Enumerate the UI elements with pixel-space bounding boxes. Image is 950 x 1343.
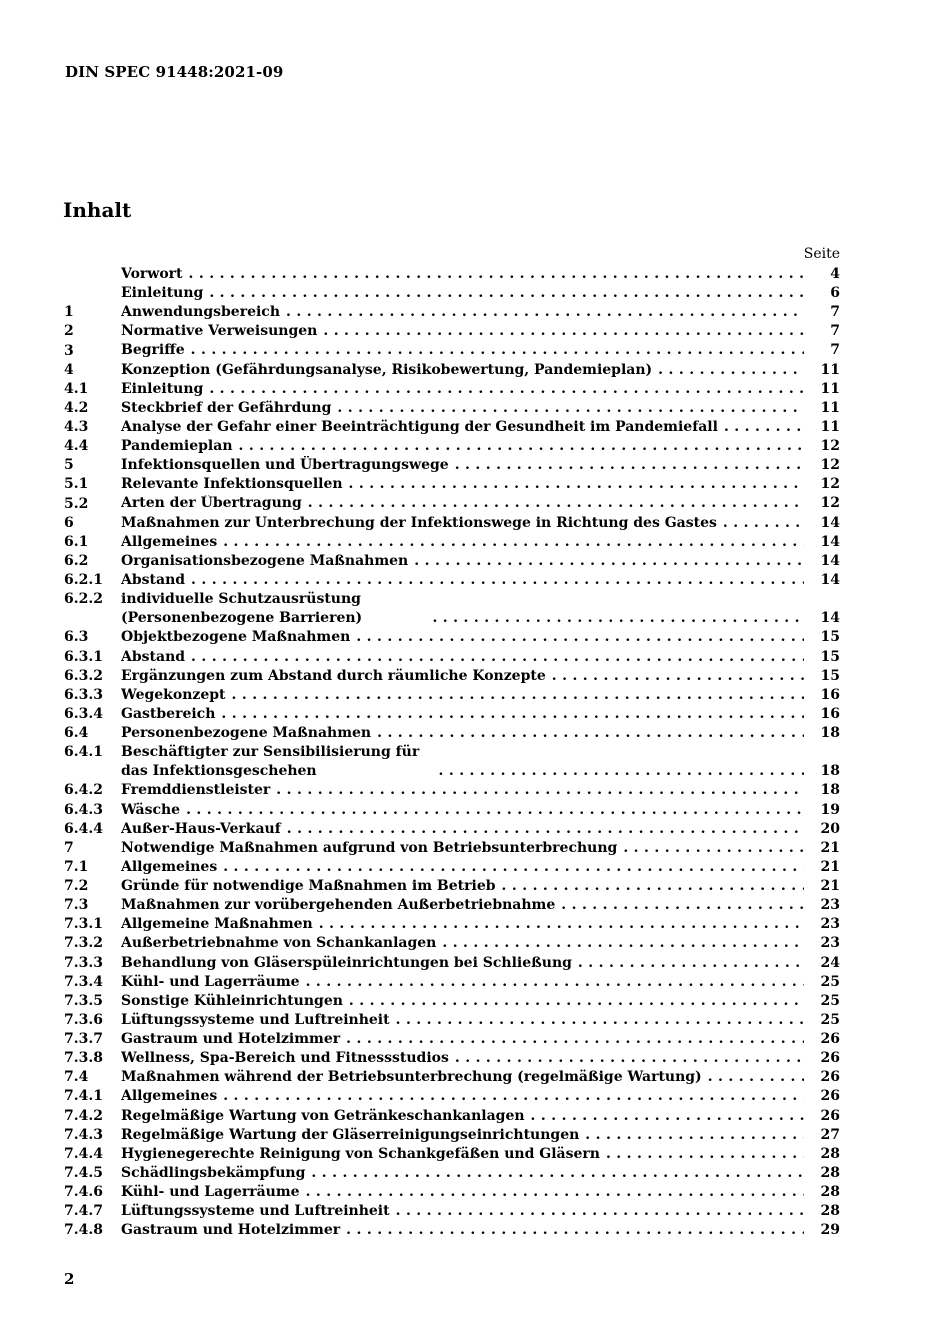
toc-entry-page: 26 bbox=[820, 1050, 840, 1067]
toc-entry-text bbox=[121, 361, 804, 380]
toc-entry[interactable] bbox=[64, 1164, 840, 1183]
toc-entry[interactable] bbox=[64, 724, 840, 743]
dot-leader bbox=[286, 303, 804, 322]
toc-entry-number: 7.4.1 bbox=[64, 1088, 103, 1105]
toc-entry[interactable] bbox=[64, 973, 840, 992]
toc-entry-text bbox=[121, 399, 804, 418]
toc-entry-text bbox=[121, 1126, 804, 1145]
toc-entry-text bbox=[121, 380, 804, 399]
toc-entry-label: Objektbezogene Maßnahmen bbox=[121, 629, 351, 646]
toc-entry-page: 28 bbox=[820, 1145, 840, 1162]
toc-entry[interactable] bbox=[64, 475, 840, 494]
toc-entry-page: 12 bbox=[820, 438, 840, 455]
toc-entry-page: 29 bbox=[820, 1222, 840, 1239]
toc-entry[interactable] bbox=[64, 628, 840, 647]
dot-leader bbox=[319, 915, 804, 934]
toc-entry[interactable] bbox=[64, 781, 840, 800]
toc-entry-number: 6.3.4 bbox=[64, 705, 103, 722]
dot-leader bbox=[306, 973, 804, 992]
toc-entry-label: Infektionsquellen und Übertragungswege bbox=[121, 457, 449, 474]
toc-entry-text bbox=[121, 954, 804, 973]
toc-entry-number: 7.4.3 bbox=[64, 1126, 103, 1143]
toc-entry-label: Allgemeines bbox=[121, 858, 218, 875]
toc-entry-text bbox=[121, 475, 804, 494]
toc-entry-number: 7.4 bbox=[64, 1069, 89, 1086]
toc-entry-page: 26 bbox=[820, 1107, 840, 1124]
toc-entry-page: 15 bbox=[820, 648, 840, 665]
toc-entry-label: Schädlingsbekämpfung bbox=[121, 1164, 306, 1181]
toc-entry-label: Begriffe bbox=[121, 342, 185, 359]
dot-leader bbox=[191, 342, 804, 361]
toc-entry-label: Regelmäßige Wartung der Gläserreinigungseinrichtungen bbox=[121, 1126, 580, 1143]
dot-leader bbox=[724, 418, 804, 437]
dot-leader bbox=[377, 724, 804, 743]
toc-entry-text bbox=[121, 1107, 804, 1126]
toc-entry-label: Allgemeine Maßnahmen bbox=[121, 916, 313, 933]
dot-leader bbox=[337, 399, 804, 418]
toc-entry[interactable] bbox=[64, 265, 840, 284]
toc-entry[interactable] bbox=[64, 495, 840, 514]
toc-entry-text bbox=[121, 839, 804, 858]
toc-entry-label: Fremddienstleister bbox=[121, 782, 271, 799]
toc-entry-number: 7.4.4 bbox=[64, 1145, 103, 1162]
toc-entry[interactable] bbox=[64, 896, 840, 915]
dot-leader bbox=[349, 992, 804, 1011]
toc-entry[interactable] bbox=[64, 284, 840, 303]
toc-entry-number: 6.1 bbox=[64, 533, 89, 550]
toc-entry-text bbox=[121, 628, 804, 647]
toc-entry-label: Gastraum und Hotelzimmer bbox=[121, 1222, 341, 1239]
toc-entry-page: 26 bbox=[820, 1031, 840, 1048]
dot-leader bbox=[396, 1011, 804, 1030]
toc-entry-page: 19 bbox=[820, 801, 840, 818]
toc-entry-page: 27 bbox=[820, 1126, 840, 1143]
toc-entry-text bbox=[121, 284, 804, 303]
toc-entry-text bbox=[121, 533, 804, 552]
dot-leader bbox=[311, 1164, 804, 1183]
toc-entry-label: Organisationsbezogene Maßnahmen bbox=[121, 552, 409, 569]
toc-entry-label: Konzeption (Gefährdungsanalyse, Risikobewertung, Pandemieplan) bbox=[121, 361, 653, 378]
dot-leader bbox=[239, 437, 805, 456]
toc-entry-label: Außer-Haus-Verkauf bbox=[121, 820, 281, 837]
toc-entry-text bbox=[121, 1049, 804, 1068]
toc-entry-label: Einleitung bbox=[121, 285, 204, 302]
toc-entry-number: 3 bbox=[64, 342, 74, 359]
toc-entry-label: Maßnahmen zur Unterbrechung der Infektionswege in Richtung des Gastes bbox=[121, 514, 717, 531]
toc-entry[interactable] bbox=[64, 705, 840, 724]
document-header: DIN SPEC 91448:2021-09 bbox=[65, 63, 284, 81]
toc-entry[interactable] bbox=[64, 514, 840, 533]
toc-entry-number: 7.3.2 bbox=[64, 935, 103, 952]
toc-entry-page: 16 bbox=[820, 686, 840, 703]
toc-entry-number: 7.4.6 bbox=[64, 1184, 103, 1201]
page-number: 2 bbox=[64, 1270, 75, 1288]
toc-entry[interactable] bbox=[64, 437, 840, 456]
toc-entry-page: 11 bbox=[820, 399, 840, 416]
toc-entry-text bbox=[121, 437, 804, 456]
toc-entry-label: Allgemeines bbox=[121, 1088, 218, 1105]
dot-leader bbox=[578, 954, 804, 973]
toc-entry-page: 21 bbox=[820, 858, 840, 875]
toc-entry-page: 25 bbox=[820, 1011, 840, 1028]
toc-entry[interactable] bbox=[64, 686, 840, 705]
toc-entry-text bbox=[121, 322, 804, 341]
dot-leader bbox=[708, 1068, 804, 1087]
toc-entry-number: 6.3.3 bbox=[64, 686, 103, 703]
toc-entry[interactable] bbox=[64, 322, 840, 341]
toc-entry-label: Normative Verweisungen bbox=[121, 323, 318, 340]
toc-entry-number: 4.4 bbox=[64, 438, 89, 455]
toc-entry-page: 26 bbox=[820, 1069, 840, 1086]
toc-entry-text bbox=[121, 820, 804, 839]
toc-entry-label: Steckbrief der Gefährdung bbox=[121, 399, 332, 416]
dot-leader bbox=[414, 552, 804, 571]
toc-entry-number: 4 bbox=[64, 361, 74, 378]
toc-entry-text bbox=[121, 303, 804, 322]
dot-leader bbox=[186, 801, 804, 820]
toc-entry-page: 14 bbox=[820, 514, 840, 531]
toc-entry-text bbox=[121, 1221, 804, 1240]
toc-entry-page: 7 bbox=[830, 342, 840, 359]
toc-entry-number: 6.4.2 bbox=[64, 782, 103, 799]
toc-entry[interactable] bbox=[64, 743, 840, 781]
toc-entry-text bbox=[121, 342, 804, 361]
toc-entry-page: 20 bbox=[820, 820, 840, 837]
toc-entry-label: Behandlung von Gläserspüleinrichtungen bei Schließung bbox=[121, 954, 572, 971]
toc-entry-text bbox=[121, 858, 804, 877]
toc-entry-text bbox=[121, 265, 804, 284]
toc-entry-label: Vorwort bbox=[121, 265, 183, 282]
toc-entry-label: Sonstige Kühleinrichtungen bbox=[121, 992, 343, 1009]
toc-entry-number: 7.3.3 bbox=[64, 954, 103, 971]
dot-leader bbox=[455, 1049, 804, 1068]
toc-entry-number: 7.3.4 bbox=[64, 973, 103, 990]
toc-entry-text bbox=[121, 973, 804, 992]
toc-entry[interactable] bbox=[64, 456, 840, 475]
toc-entry-label: Wäsche bbox=[121, 801, 181, 818]
toc-entry[interactable] bbox=[64, 858, 840, 877]
toc-entry-text bbox=[121, 781, 804, 800]
toc-entry[interactable] bbox=[64, 380, 840, 399]
toc-entry-number: 7.3.8 bbox=[64, 1050, 103, 1067]
toc-entry-page: 14 bbox=[820, 610, 840, 627]
toc-entry-number: 4.1 bbox=[64, 380, 89, 397]
toc-entry-page: 23 bbox=[820, 935, 840, 952]
toc-entry-text bbox=[121, 915, 804, 934]
toc-entry-page: 14 bbox=[820, 552, 840, 569]
toc-entry-page: 12 bbox=[820, 495, 840, 512]
toc-entry-text bbox=[121, 801, 804, 820]
toc-entry-text bbox=[121, 1202, 804, 1221]
toc-entry-number: 6.3.1 bbox=[64, 648, 103, 665]
toc-entry-page: 23 bbox=[820, 897, 840, 914]
toc-entry-number: 7.2 bbox=[64, 878, 89, 895]
dot-leader bbox=[346, 1030, 804, 1049]
toc-entry-page: 18 bbox=[820, 782, 840, 799]
page-title: Inhalt bbox=[63, 198, 132, 222]
toc-entry-label: Einleitung bbox=[121, 380, 204, 397]
dot-leader bbox=[191, 571, 804, 590]
toc-entry-text bbox=[121, 648, 804, 667]
toc-entry-page: 21 bbox=[820, 878, 840, 895]
toc-entry[interactable] bbox=[64, 954, 840, 973]
toc-entry-page: 18 bbox=[820, 725, 840, 741]
toc-entry-number: 4.2 bbox=[64, 399, 89, 416]
toc-entry-page: 12 bbox=[820, 476, 840, 493]
toc-entry-label: Abstand bbox=[121, 648, 186, 665]
toc-entry-number: 6.2.2 bbox=[64, 591, 103, 608]
toc-entry[interactable] bbox=[64, 820, 840, 839]
toc-entry[interactable] bbox=[64, 533, 840, 552]
toc-entry[interactable] bbox=[64, 801, 840, 820]
toc-entry[interactable] bbox=[64, 1145, 840, 1164]
toc-entry-label: Abstand bbox=[121, 571, 186, 588]
dot-leader bbox=[502, 877, 804, 896]
toc-entry-label: Beschäftigter zur Sensibilisierung für das Infektionsgeschehen bbox=[121, 744, 420, 780]
toc-entry-number: 6.3.2 bbox=[64, 667, 103, 684]
toc-entry-text bbox=[121, 418, 804, 437]
toc-entry-number: 7.4.8 bbox=[64, 1222, 103, 1239]
dot-leader bbox=[396, 1202, 804, 1221]
toc-entry-number: 6.3 bbox=[64, 629, 89, 646]
toc-entry-label: Personenbezogene Maßnahmen bbox=[121, 725, 372, 741]
toc-entry-label: Wellness, Spa-Bereich und Fitnessstudios bbox=[121, 1050, 449, 1067]
toc-entry-number: 6.4 bbox=[64, 725, 89, 742]
toc-entry[interactable] bbox=[64, 1221, 840, 1240]
toc-entry-number: 6.4.3 bbox=[64, 801, 103, 818]
dot-leader bbox=[223, 1087, 804, 1106]
toc-entry[interactable] bbox=[64, 1087, 840, 1106]
toc-entry-number bbox=[64, 284, 121, 303]
toc-entry-number: 6.4.4 bbox=[64, 820, 103, 837]
toc-entry-number: 7.3.1 bbox=[64, 916, 103, 933]
toc-entry-label: Hygienegerechte Reinigung von Schankgefäßen und Gläsern bbox=[121, 1145, 600, 1162]
toc-entry[interactable] bbox=[64, 934, 840, 953]
dot-leader bbox=[455, 456, 804, 475]
toc-entry[interactable] bbox=[64, 667, 840, 686]
toc-entry[interactable] bbox=[64, 342, 840, 361]
toc-entry[interactable] bbox=[64, 1011, 840, 1030]
table-of-contents bbox=[64, 265, 840, 1240]
dot-leader bbox=[432, 609, 804, 628]
toc-entry[interactable] bbox=[64, 1068, 840, 1087]
seite-label: Seite bbox=[803, 246, 840, 262]
toc-entry-label: Kühl- und Lagerräume bbox=[121, 1184, 300, 1201]
toc-entry-label: Notwendige Maßnahmen aufgrund von Betriebsunterbrechung bbox=[121, 839, 618, 856]
toc-entry-text bbox=[121, 1068, 804, 1087]
dot-leader bbox=[723, 514, 804, 533]
toc-entry-number: 5.1 bbox=[64, 476, 89, 493]
toc-entry-label: Arten der Übertragung bbox=[121, 495, 302, 512]
toc-entry-text bbox=[121, 686, 804, 705]
toc-entry-text bbox=[121, 705, 804, 724]
toc-entry-number: 6 bbox=[64, 514, 74, 531]
dot-leader bbox=[531, 1107, 804, 1126]
toc-entry-page: 12 bbox=[820, 457, 840, 474]
toc-entry[interactable] bbox=[64, 1183, 840, 1202]
toc-entry-label: Gastraum und Hotelzimmer bbox=[121, 1031, 341, 1048]
toc-entry[interactable] bbox=[64, 1202, 840, 1221]
toc-entry-page: 28 bbox=[820, 1203, 840, 1220]
toc-entry-number: 7.4.2 bbox=[64, 1107, 103, 1124]
toc-entry-number: 7.3.5 bbox=[64, 992, 103, 1009]
toc-entry-number: 7.1 bbox=[64, 858, 89, 875]
dot-leader bbox=[306, 1183, 804, 1202]
toc-entry-page: 26 bbox=[820, 1088, 840, 1105]
toc-entry-text bbox=[121, 877, 804, 896]
toc-entry[interactable] bbox=[64, 418, 840, 437]
toc-entry-label: Maßnahmen zur vorübergehenden Außerbetriebnahme bbox=[121, 897, 556, 914]
toc-entry-text bbox=[121, 1030, 804, 1049]
dot-leader bbox=[223, 858, 804, 877]
toc-entry-page: 24 bbox=[820, 954, 840, 971]
toc-entry[interactable] bbox=[64, 1030, 840, 1049]
toc-entry-page: 11 bbox=[820, 361, 840, 378]
dot-leader bbox=[191, 648, 804, 667]
dot-leader bbox=[209, 380, 804, 399]
toc-entry-page: 11 bbox=[820, 380, 840, 397]
dot-leader bbox=[356, 628, 804, 647]
toc-entry-text bbox=[121, 724, 804, 743]
toc-entry-number: 7.3.6 bbox=[64, 1011, 103, 1028]
toc-entry-label: Anwendungsbereich bbox=[121, 304, 280, 321]
toc-entry-label: Relevante Infektionsquellen bbox=[121, 476, 343, 493]
toc-entry-label: individuelle Schutzausrüstung (Personenbezogene Barrieren) bbox=[121, 591, 363, 627]
toc-entry-label: Allgemeines bbox=[121, 533, 218, 550]
toc-entry[interactable] bbox=[64, 839, 840, 858]
toc-entry[interactable] bbox=[64, 590, 840, 628]
toc-entry-number bbox=[64, 265, 121, 284]
dot-leader bbox=[346, 1221, 804, 1240]
toc-entry-text bbox=[121, 495, 804, 514]
toc-entry-number: 2 bbox=[64, 323, 74, 340]
toc-entry-text bbox=[121, 571, 804, 590]
toc-entry[interactable] bbox=[64, 399, 840, 418]
toc-entry-text bbox=[121, 1145, 804, 1164]
dot-leader bbox=[232, 686, 804, 705]
toc-entry-number: 6.2.1 bbox=[64, 572, 103, 588]
toc-entry-number: 7.3.7 bbox=[64, 1031, 103, 1048]
dot-leader bbox=[189, 265, 804, 284]
dot-leader bbox=[323, 322, 804, 341]
toc-entry-page: 7 bbox=[830, 323, 840, 340]
dot-leader bbox=[442, 934, 804, 953]
toc-entry-label: Gastbereich bbox=[121, 705, 216, 722]
toc-entry-page: 4 bbox=[830, 265, 840, 282]
toc-entry-label: Analyse der Gefahr einer Beeinträchtigung der Gesundheit im Pandemiefall bbox=[121, 418, 718, 435]
dot-leader bbox=[221, 705, 804, 724]
toc-entry-number: 6.4.1 bbox=[64, 744, 103, 761]
dot-leader bbox=[209, 284, 804, 303]
toc-entry-text bbox=[121, 1164, 804, 1183]
toc-entry-label: Wegekonzept bbox=[121, 686, 226, 703]
toc-entry-text bbox=[121, 992, 804, 1011]
toc-entry[interactable] bbox=[64, 915, 840, 934]
toc-entry-page: 16 bbox=[820, 705, 840, 722]
dot-leader bbox=[585, 1126, 804, 1145]
toc-entry[interactable] bbox=[64, 648, 840, 667]
toc-entry-page: 15 bbox=[820, 629, 840, 646]
toc-entry-label: Ergänzungen zum Abstand durch räumliche Konzepte bbox=[121, 667, 546, 684]
toc-entry-number: 1 bbox=[64, 304, 74, 321]
toc-entry-text bbox=[121, 552, 804, 571]
toc-entry-text bbox=[121, 667, 804, 686]
toc-entry-text bbox=[121, 1011, 804, 1030]
toc-entry-page: 25 bbox=[820, 992, 840, 1009]
toc-entry-page: 15 bbox=[820, 667, 840, 684]
toc-entry-number: 7 bbox=[64, 839, 74, 856]
toc-entry[interactable] bbox=[64, 571, 840, 590]
dot-leader bbox=[287, 820, 804, 839]
toc-entry-page: 7 bbox=[830, 304, 840, 321]
toc-entry-text bbox=[121, 456, 804, 475]
toc-entry-label: Gründe für notwendige Maßnahmen im Betrieb bbox=[121, 878, 496, 895]
toc-entry-page: 14 bbox=[820, 571, 840, 588]
toc-entry-page: 11 bbox=[820, 418, 840, 435]
toc-entry-number: 5 bbox=[64, 457, 74, 474]
toc-entry-label: Maßnahmen während der Betriebsunterbrechung (regelmäßige Wartung) bbox=[121, 1069, 702, 1086]
toc-entry-text bbox=[121, 1087, 804, 1106]
dot-leader bbox=[276, 781, 804, 800]
toc-entry-page: 6 bbox=[830, 285, 840, 302]
toc-entry-text bbox=[121, 514, 804, 533]
toc-entry-number: 4.3 bbox=[64, 419, 89, 435]
toc-entry-label: Lüftungssysteme und Luftreinheit bbox=[121, 1011, 390, 1028]
toc-entry-text bbox=[121, 590, 804, 628]
toc-entry[interactable] bbox=[64, 992, 840, 1011]
dot-leader bbox=[552, 667, 804, 686]
toc-entry-text bbox=[121, 896, 804, 915]
dot-leader bbox=[349, 475, 804, 494]
toc-entry-page: 21 bbox=[820, 839, 840, 856]
toc-entry-label: Außerbetriebnahme von Schankanlagen bbox=[121, 935, 437, 952]
toc-entry-label: Regelmäßige Wartung von Getränkeschankanlagen bbox=[121, 1107, 525, 1124]
toc-entry[interactable] bbox=[64, 877, 840, 896]
toc-entry-text bbox=[121, 743, 804, 781]
toc-entry-number: 6.2 bbox=[64, 552, 89, 569]
dot-leader bbox=[623, 839, 804, 858]
dot-leader bbox=[658, 361, 804, 380]
toc-entry-text bbox=[121, 934, 804, 953]
dot-leader bbox=[223, 533, 804, 552]
toc-entry-page: 28 bbox=[820, 1164, 840, 1181]
toc-entry[interactable] bbox=[64, 303, 840, 322]
toc-entry-label: Lüftungssysteme und Luftreinheit bbox=[121, 1203, 390, 1220]
toc-entry-text bbox=[121, 1183, 804, 1202]
toc-entry-label: Pandemieplan bbox=[121, 438, 233, 455]
toc-entry-number: 7.4.7 bbox=[64, 1203, 103, 1220]
toc-entry[interactable] bbox=[64, 1126, 840, 1145]
toc-entry-page: 25 bbox=[820, 973, 840, 990]
toc-entry[interactable] bbox=[64, 552, 840, 571]
toc-entry-number: 7.3 bbox=[64, 897, 89, 914]
toc-entry-page: 23 bbox=[820, 916, 840, 933]
toc-entry-number: 7.4.5 bbox=[64, 1164, 103, 1181]
toc-entry-number: 5.2 bbox=[64, 495, 89, 512]
toc-entry-page: 28 bbox=[820, 1184, 840, 1201]
toc-entry-page: 14 bbox=[820, 533, 840, 550]
dot-leader bbox=[561, 896, 804, 915]
dot-leader bbox=[606, 1145, 804, 1164]
dot-leader bbox=[439, 762, 804, 781]
toc-entry[interactable] bbox=[64, 361, 840, 380]
toc-entry[interactable] bbox=[64, 1107, 840, 1126]
dot-leader bbox=[308, 495, 804, 514]
toc-entry-page: 18 bbox=[820, 763, 840, 780]
toc-entry-label: Kühl- und Lagerräume bbox=[121, 973, 300, 990]
toc-entry[interactable] bbox=[64, 1049, 840, 1068]
